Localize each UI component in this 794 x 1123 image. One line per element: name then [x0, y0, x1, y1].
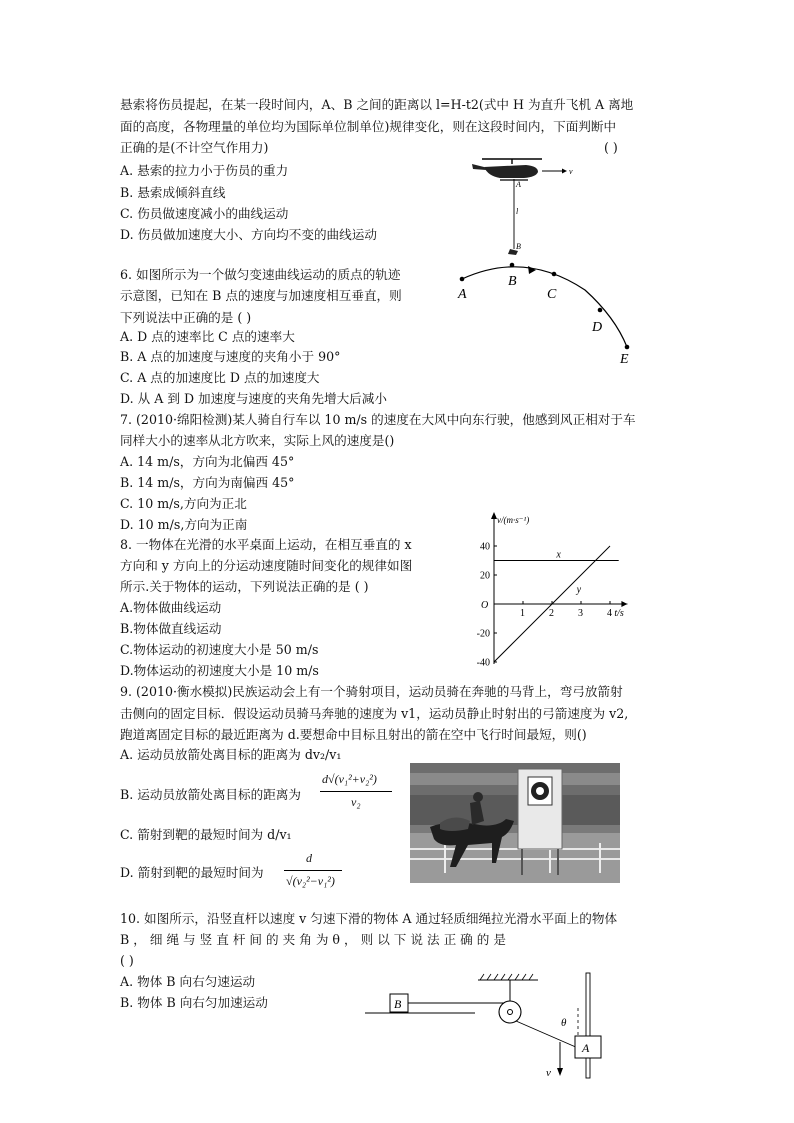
velocity-label: v [546, 1067, 551, 1079]
q6-stem-line1: 6. 如图所示为一个做匀变速曲线运动的质点的轨迹 [120, 267, 401, 282]
series-label-x: x [556, 549, 561, 561]
q9-option-b: B. 运动员放箭处离目标的距离为 [120, 787, 301, 802]
x-axis-label: t/s [614, 608, 624, 619]
q5-stem-line1: 悬索将伤员提起，在某一段时间内，A、B 之间的距离以 l=H-t2(式中 H 为直升飞机 A 离地 [120, 97, 634, 112]
horse-archery-photo [410, 763, 620, 883]
q6-option-d: D. 从 A 到 D 加速度与速度的夹角先增大后减小 [120, 391, 387, 406]
x-tick-label: 1 [520, 608, 525, 619]
q5-answer-paren: ( ) [604, 140, 618, 155]
q5-option-d: D. 伤员做加速度大小、方向均不变的曲线运动 [120, 227, 377, 242]
x-axis-arrow [621, 601, 627, 607]
point-a: A [458, 287, 467, 302]
q9-option-a: A. 运动员放箭处离目标的距离为 dv₂/v₁ [120, 747, 342, 762]
q6-stem-line3: 下列说法中正确的是 ( ) [120, 310, 252, 325]
pulley-figure [360, 968, 610, 1080]
point-c: C [547, 287, 557, 302]
q7-option-a: A. 14 m/s，方向为北偏西 45° [120, 454, 295, 469]
trajectory-figure [450, 255, 650, 370]
q10-option-a: A. 物体 B 向右匀速运动 [120, 974, 256, 989]
point-e: E [620, 352, 629, 367]
q10-stem-line2: B ， 细 绳 与 竖 直 杆 间 的 夹 角 为 θ ， 则 以 下 说 法 正 确 的 是 [120, 932, 506, 947]
q10-option-b: B. 物体 B 向右匀加速运动 [120, 995, 268, 1010]
y-tick-label: -20 [476, 628, 490, 640]
x-tick-label: 2 [549, 608, 554, 619]
q7-stem-line2: 同样大小的速率从北方吹来，实际上风的速度是() [120, 433, 395, 448]
theta-label: θ [561, 1017, 567, 1029]
q7-option-d: D. 10 m/s,方向为正南 [120, 517, 248, 532]
fig-label-v: v [569, 167, 573, 176]
q8-option-a: A.物体做曲线运动 [120, 600, 222, 615]
q6-option-b: B. A 点的加速度与速度的夹角小于 90° [120, 349, 341, 364]
q10-stem-line3: ( ) [120, 953, 134, 968]
x-tick-label: 3 [578, 608, 583, 619]
q6-stem-line2: 示意图，已知在 B 点的速度与加速度相互垂直，则 [120, 288, 402, 303]
q9-option-c: C. 箭射到靶的最短时间为 d/v₁ [120, 827, 292, 842]
fig-label-a: A [516, 180, 521, 189]
origin-label: O [481, 600, 489, 611]
fig-label-l: l [516, 207, 519, 216]
q5-option-c: C. 伤员做速度减小的曲线运动 [120, 206, 289, 221]
q9-frac-d-bar [284, 870, 342, 871]
block-b-label: B [394, 997, 402, 1011]
q8-option-c: C.物体运动的初速度大小是 50 m/s [120, 642, 319, 657]
q8-option-b: B.物体做直线运动 [120, 621, 222, 636]
q8-option-d: D.物体运动的初速度大小是 10 m/s [120, 663, 319, 678]
point-d: D [592, 320, 603, 335]
q9-stem-line1: 9. (2010·衡水模拟)民族运动会上有一个骑射项目，运动员骑在奔驰的马背上，弯弓放箭射 [120, 684, 623, 699]
q6-option-a: A. D 点的速率比 C 点的速率大 [120, 329, 295, 344]
q7-option-b: B. 14 m/s，方向为南偏西 45° [120, 475, 295, 490]
y-tick-label: 40 [480, 541, 490, 553]
q5-option-a: A. 悬索的拉力小于伤员的重力 [120, 163, 289, 178]
q8-stem-line3: 所示.关于物体的运动，下列说法正确的是 ( ) [120, 579, 369, 594]
x-tick-label: 4 [607, 608, 612, 619]
q9-option-d: D. 箭射到靶的最短时间为 [120, 865, 264, 880]
q8-stem-line2: 方向和 y 方向上的分运动速度随时间变化的规律如图 [120, 558, 413, 573]
q9-frac-d-num: d [306, 851, 312, 865]
q9-frac-d-den: √(v₂²−v₁²) [286, 874, 335, 888]
series-label-y: y [576, 584, 582, 596]
q9-stem-line3: 跑道离固定目标的最近距离为 d.要想命中目标且射出的箭在空中飞行时间最短，则() [120, 727, 587, 742]
q7-option-c: C. 10 m/s,方向为正北 [120, 496, 247, 511]
helicopter-figure [470, 155, 590, 265]
block-a-label: A [582, 1041, 590, 1055]
velocity-time-chart [465, 510, 645, 670]
q9-frac-b-bar [320, 791, 392, 792]
q9-frac-b-den: v₂ [351, 795, 361, 809]
q8-stem-line1: 8. 一物体在光滑的水平桌面上运动，在相互垂直的 x [120, 537, 412, 552]
y-tick-label: -40 [476, 657, 490, 669]
fig-label-b: B [516, 242, 521, 251]
q10-stem-line1: 10. 如图所示，沿竖直杆以速度 v 匀速下滑的物体 A 通过轻质细绳拉光滑水平面上的物体 [120, 911, 618, 926]
q9-frac-b-num: d√(v₁²+v₂²) [322, 772, 377, 786]
q5-stem-line3: 正确的是(不计空气作用力) [120, 140, 269, 155]
q9-stem-line2: 击侧向的固定目标．假设运动员骑马奔驰的速度为 v1，运动员静止时射出的弓箭速度为 v2, [120, 706, 629, 721]
y-tick-label: 20 [480, 570, 490, 582]
y-axis-label: v/(m·s⁻¹) [497, 515, 530, 525]
point-b: B [508, 274, 517, 289]
q7-stem-line1: 7. (2010·绵阳检测)某人骑自行车以 10 m/s 的速度在大风中向东行驶，他感到风正相对于车 [120, 412, 636, 427]
q5-stem-line2: 面的高度，各物理量的单位均为国际单位制单位)规律变化，则在这段时间内，下面判断中 [120, 119, 617, 134]
q6-option-c: C. A 点的加速度比 D 点的加速度大 [120, 370, 320, 385]
q5-option-b: B. 悬索成倾斜直线 [120, 185, 226, 200]
